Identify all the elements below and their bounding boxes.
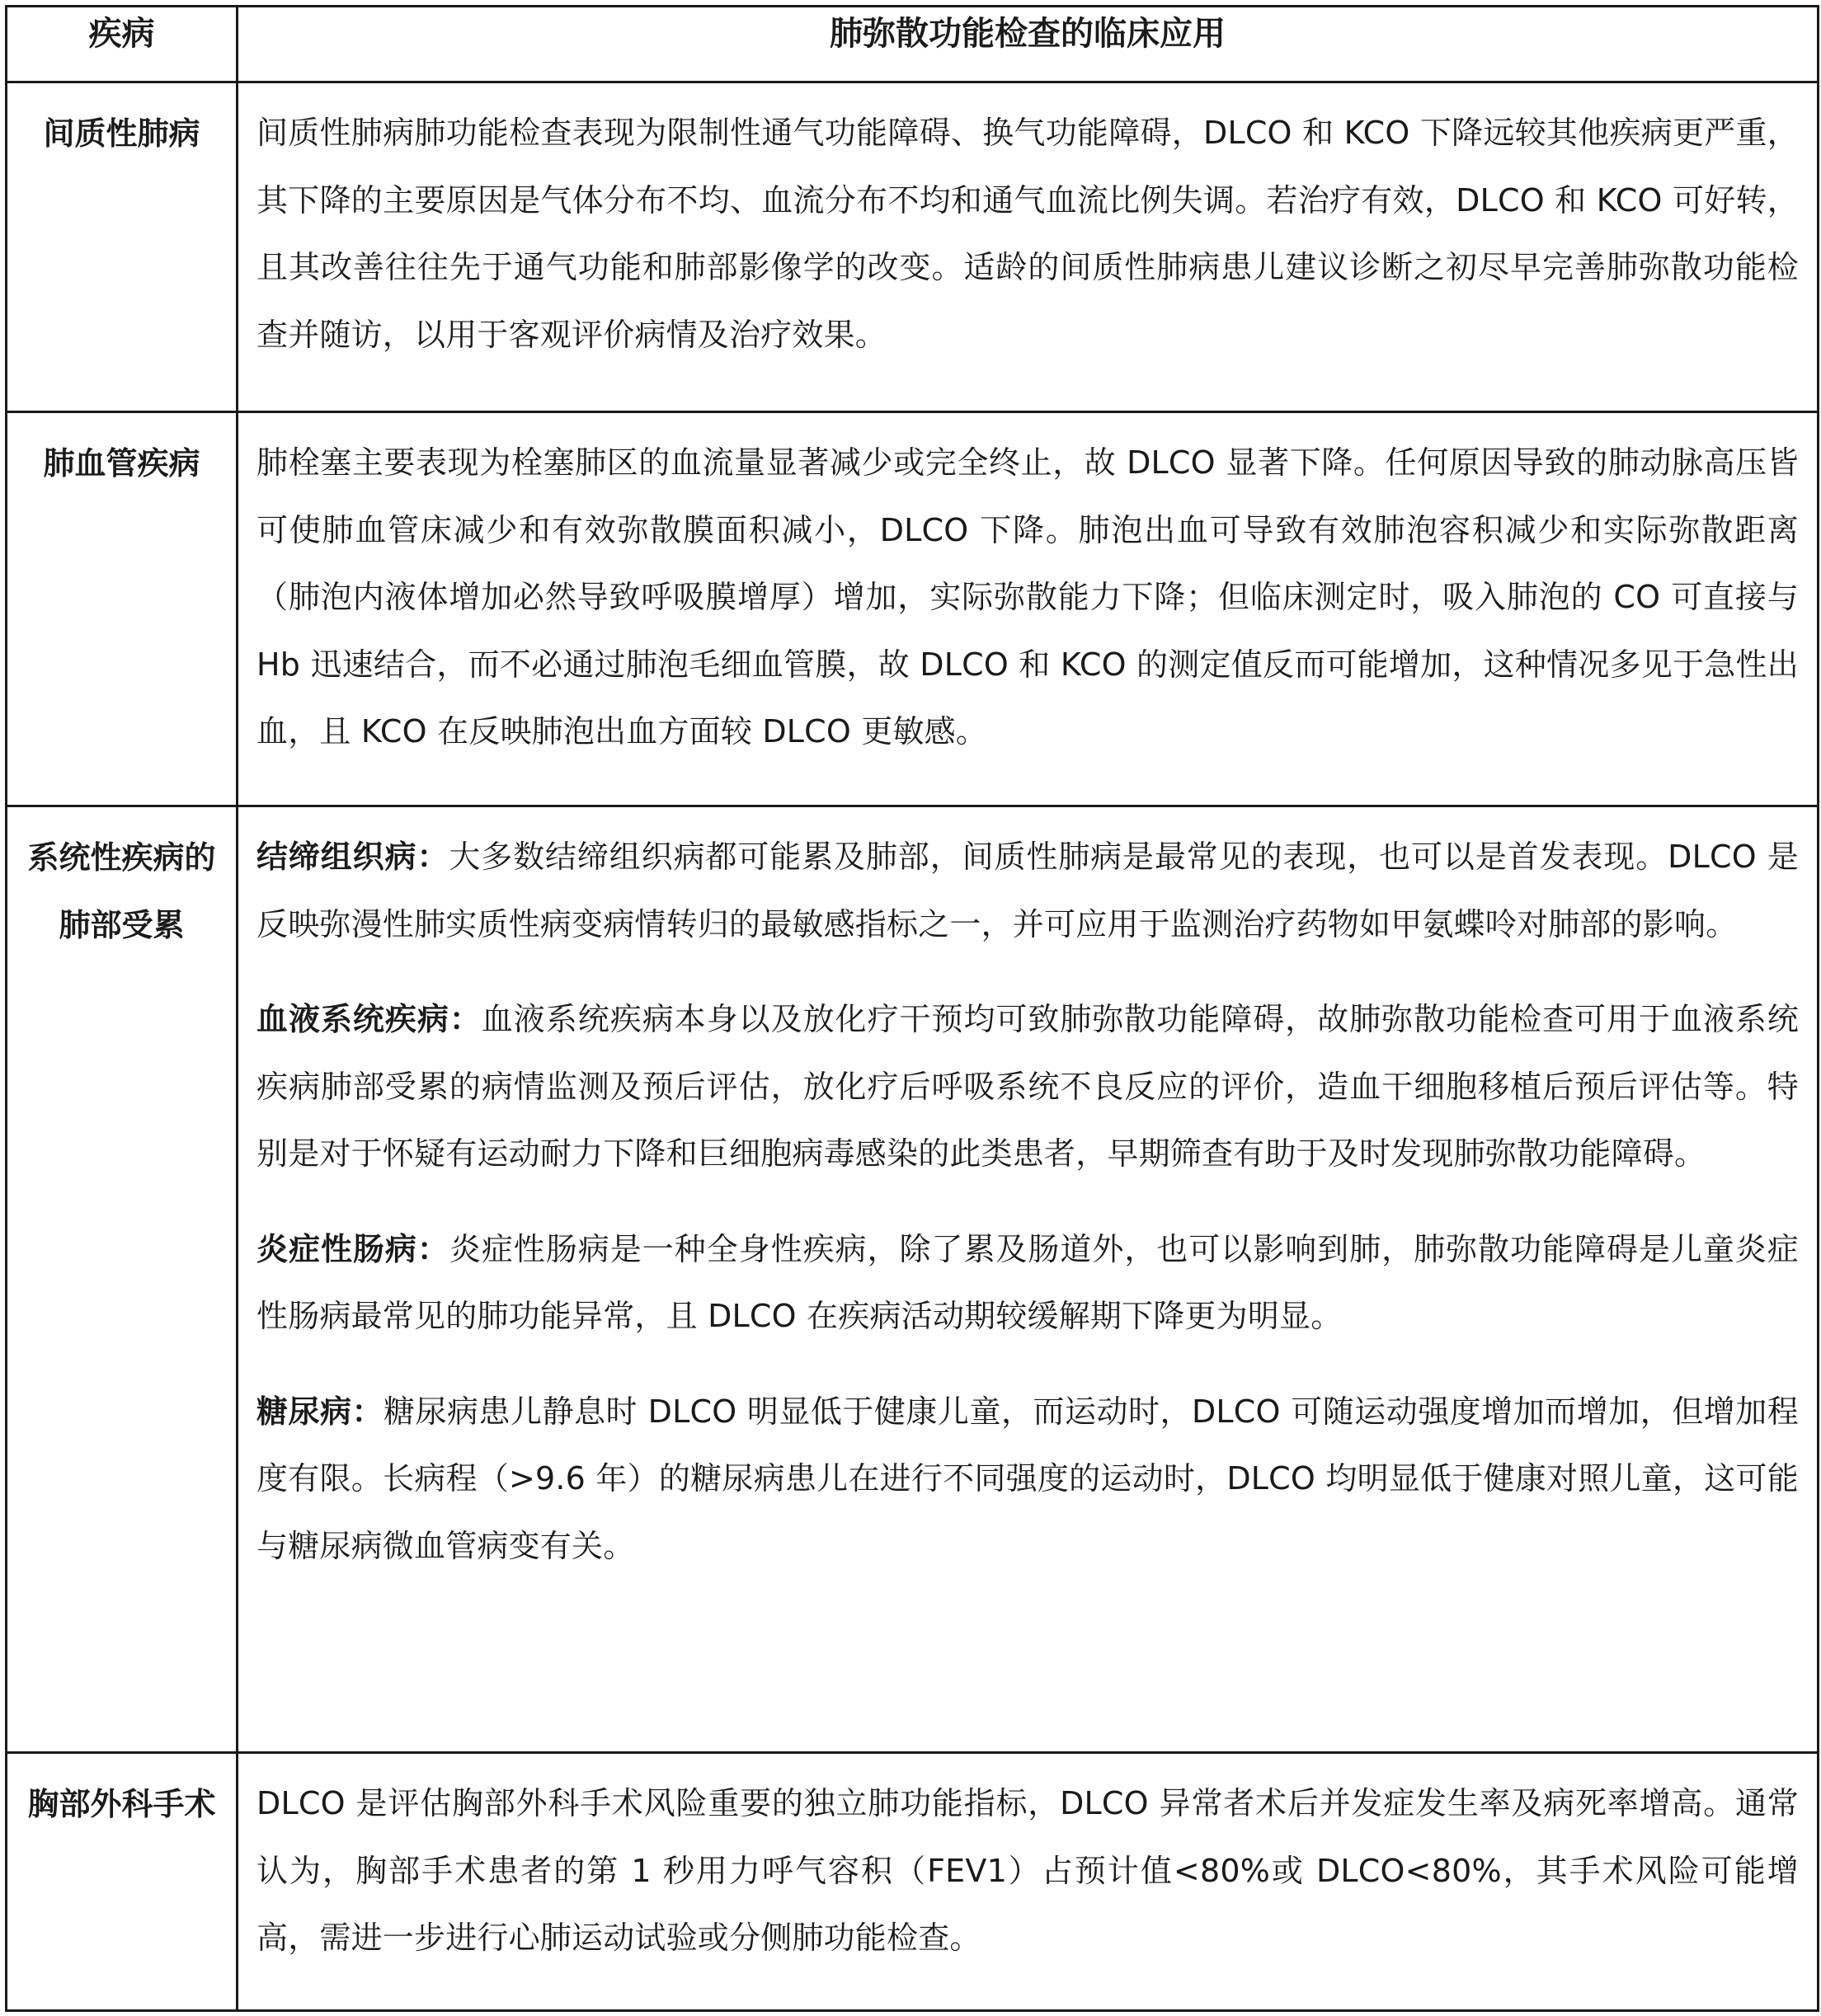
sub-title: 糖尿病： — [256, 1393, 384, 1430]
application-text: 间质性肺病肺功能检查表现为限制性通气功能障碍、换气功能障碍，DLCO 和 KCO 下降远较其他疾病更严重，其下降的主要原因是气体分布不均、血流分布不均和通气血流比例失调。若治疗有效，DLCO 和 KCO 可好转，且其改善往往先于通气功能和肺部影像学的改变。适龄的间质性肺病患儿建议诊断之初尽早完善肺弥散功能检查并随访，以用于客观评价病情及治疗效果。 — [238, 82, 1819, 412]
sub-paragraph-hematologic — [256, 986, 1799, 1188]
disease-name: 系统性疾病的肺部受累 — [7, 806, 238, 1753]
disease-name: 肺血管疾病 — [7, 412, 238, 806]
disease-name: 间质性肺病 — [7, 82, 238, 412]
application-text: DLCO 是评估胸部外科手术风险重要的独立肺功能指标，DLCO 异常者术后并发症发生率及病死率增高。通常认为，胸部手术患者的第 1 秒用力呼气容积（FEV1）占预计值<80%或 DLCO<80%，其手术风险可能增高，需进一步进行心肺运动试验或分侧肺功能检查。 — [238, 1753, 1819, 2011]
sub-paragraph-diabetes — [256, 1379, 1799, 1581]
disease-name: 胸部外科手术 — [7, 1753, 238, 2011]
application-text: 肺栓塞主要表现为栓塞肺区的血流量显著减少或完全终止，故 DLCO 显著下降。任何原因导致的肺动脉高压皆可使肺血管床减少和有效弥散膜面积减小，DLCO 下降。肺泡出血可导致有效肺泡容积减少和实际弥散距离（肺泡内液体增加必然导致呼吸膜增厚）增加，实际弥散能力下降；但临床测定时，吸入肺泡的 CO 可直接与 Hb 迅速结合，而不必通过肺泡毛细血管膜，故 DLCO 和 KCO 的测定值反而可能增加，这种情况多见于急性出血，且 KCO 在反映肺泡出血方面较 DLCO 更敏感。 — [238, 412, 1819, 806]
application-sections — [238, 806, 1819, 1753]
table-row — [7, 412, 1819, 806]
sub-paragraph-ibd — [256, 1216, 1799, 1351]
table-row — [7, 82, 1819, 412]
sub-title: 结缔组织病： — [256, 839, 449, 875]
sub-text: 糖尿病患儿静息时 DLCO 明显低于健康儿童，而运动时，DLCO 可随运动强度增加而增加，但增加程度有限。长病程（>9.6 年）的糖尿病患儿在进行不同强度的运动时，DLCO 均明显低于健康对照儿童，这可能与糖尿病微血管病变有关。 — [256, 1393, 1799, 1564]
clinical-application-table — [5, 5, 1819, 2012]
header-disease: 疾病 — [7, 7, 238, 82]
table-header-row — [7, 7, 1819, 82]
sub-text: 大多数结缔组织病都可能累及肺部，间质性肺病是最常见的表现，也可以是首发表现。DLCO 是反映弥漫性肺实质性病变病情转归的最敏感指标之一，并可应用于监测治疗药物如甲氨蝶呤对肺部的影响。 — [256, 839, 1799, 942]
sub-text: 炎症性肠病是一种全身性疾病，除了累及肠道外，也可以影响到肺，肺弥散功能障碍是儿童炎症性肠病最常见的肺功能异常，且 DLCO 在疾病活动期较缓解期下降更为明显。 — [256, 1230, 1800, 1334]
sub-title: 炎症性肠病： — [256, 1230, 449, 1267]
table-row — [7, 806, 1819, 1753]
sub-paragraph-connective-tissue — [256, 824, 1799, 958]
header-application: 肺弥散功能检查的临床应用 — [238, 7, 1819, 82]
sub-title: 血液系统疾病： — [256, 1001, 482, 1037]
table-row — [7, 1753, 1819, 2011]
sub-text: 血液系统疾病本身以及放化疗干预均可致肺弥散功能障碍，故肺弥散功能检查可用于血液系统疾病肺部受累的病情监测及预后评估，放化疗后呼吸系统不良反应的评价，造血干细胞移植后预后评估等。特别是对于怀疑有运动耐力下降和巨细胞病毒感染的此类患者，早期筛查有助于及时发现肺弥散功能障碍。 — [256, 1001, 1799, 1172]
